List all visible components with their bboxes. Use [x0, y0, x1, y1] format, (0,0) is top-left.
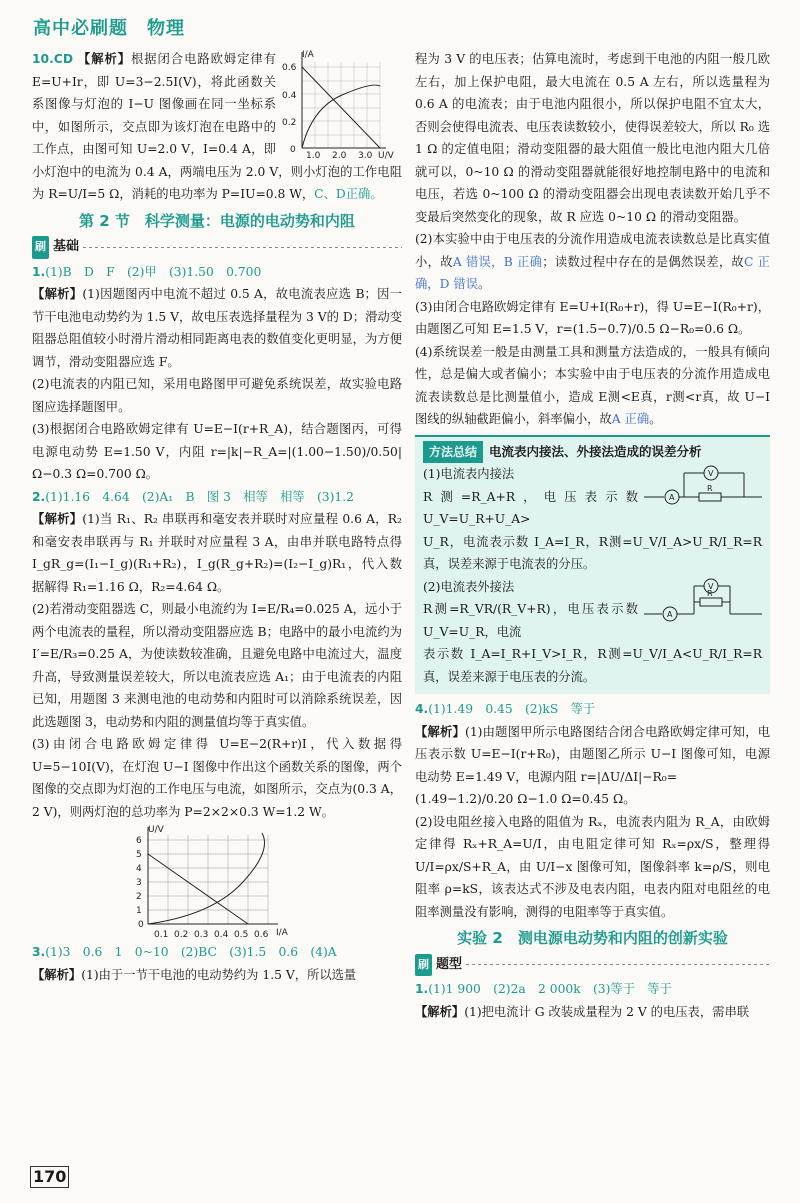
- book-title: 高中必刷题: [33, 18, 128, 39]
- svg-text:0.5: 0.5: [234, 930, 249, 940]
- graph1-ytick: 0: [290, 145, 296, 155]
- q1-part2: (2)电流表的内阻已知，采用电路图甲可避免系统误差，故实验电路图应选择题图甲。: [32, 377, 402, 414]
- q10-number: 10.: [32, 52, 54, 66]
- svg-text:3: 3: [136, 878, 142, 888]
- subsection-title: 基础: [53, 239, 80, 254]
- svg-text:0.3: 0.3: [194, 930, 209, 940]
- page-header: [33, 14, 185, 40]
- page-number: 170: [30, 1166, 69, 1188]
- q10-text: 即为该灯泡在电路中的工作点，由: [32, 119, 276, 156]
- graph2-xlabel: I/A: [276, 928, 288, 938]
- q1-part3: (3)根据闭合电路欧姆定律有 U=E−I(r+R_A)，结合题图丙，可得电源电动势 E=1.50 V，内阻 r=|k|−R_A=|(1.00−1.50)/0.50| Ω−0.3 Ω=0.700 Ω。: [32, 422, 402, 481]
- q3-part3: (3)由闭合电路欧姆定律有 E=U+I(R₀+r)，得 U=E−I(R₀+r)，由题图乙可知 E=1.5 V，r=(1.5−0.7)/0.5 Ω−R₀=0.6 Ω。: [415, 299, 770, 336]
- q2-answer-line: [32, 486, 402, 509]
- analysis-tag: 【解析】: [77, 52, 131, 66]
- q2-part2: (2)若滑动变阻器选 C，则最小电流约为 I=E/R₄=0.025 A，远小于两个电流表的量程，所以滑动变阻器应选 B；电路中的最小电流约为 I′=E/R₃=0.25 A，为使读数较准确，且避免电路中电流过大，温度升高，导致测量误差较大，所以电流表应选 A₁；由于电流表的内阻已知，用题图 3 来测电池的电动势和内阻时可以消除系统误差，因此选题图 3，电动势和内阻的测量值均等于真实值。: [32, 602, 402, 729]
- graph2-ylabel: U/V: [148, 825, 164, 835]
- q3-number: 3.: [32, 945, 46, 959]
- svg-text:2: 2: [136, 892, 142, 902]
- svg-text:0.4: 0.4: [214, 930, 229, 940]
- svg-text:V: V: [708, 469, 714, 478]
- graph1-ytick: 0.6: [282, 63, 297, 73]
- method-summary-box: 方法总结 电流表内接法、外接法造成的误差分析 (1)电流表内接法 R测=R_A+R，电压表示数 U_V=U_R+U_A> A V R U_R，电流表示数 I_A=I_R，R测=U_V/I_A>U_R/I_R=R真，误差来源于电流表的分压。 (2)电流表外接法 R测=R_VR/(R_V+R)，电压表示数 U_V=U_R，电流 A V R 表示数 I_A=I_R+I_V>I_R，R测=U_V/I_A<U_R/I_R=R真，误差来源于电压表的分流。: [415, 435, 770, 695]
- graph1-ylabel: I/A: [302, 50, 314, 60]
- svg-text:1: 1: [136, 906, 142, 916]
- svg-text:4: 4: [136, 864, 142, 874]
- section-title: 第 2 节 科学测量：电源的电动势和内阻: [79, 211, 355, 230]
- q2-number: 2.: [32, 489, 46, 504]
- subsection-title: 题型: [436, 956, 463, 972]
- q10-correct-options: C、D: [314, 187, 346, 201]
- q10-text: 根据闭合电路欧姆定: [131, 52, 251, 66]
- q2-part3: (3)由闭合电路欧姆定律得 U=E−2(R+r)I，代入数据得 U=5−10I(V)，在灯泡 U−I 图像中作出这个函数关系的图像，两个图像的交点即为灯泡的工作电压与电流，如图所示，交点为(0.3 A，2 V)，则两灯泡的总功率为 P=2×2×0.3 W=1.2 W。: [32, 737, 402, 819]
- graph-u-i: [132, 823, 302, 941]
- method-summary-badge: 方法总结: [423, 441, 483, 464]
- q3-correct-cd: C 正确，D 错误: [415, 254, 770, 291]
- subject-label: 物理: [147, 18, 185, 39]
- internal-method-title: (1)电流表内接法: [423, 467, 515, 481]
- svg-text:0.1: 0.1: [154, 930, 169, 940]
- dashed-divider: [83, 247, 402, 248]
- svg-text:R: R: [707, 588, 713, 598]
- q10-answer: CD: [53, 52, 74, 66]
- svg-text:5: 5: [136, 850, 142, 860]
- e1-answer-line: [415, 978, 770, 1001]
- analysis-tag: 【解析】: [415, 724, 466, 739]
- experiment-title: 实验 2 测电源电动势和内阻的创新实验: [457, 929, 728, 947]
- q2-analysis: 【解析】(1)当 R₁、R₂ 串联再和毫安表并联时对应量程 0.6 A，R₂ 和毫安表串联再与 R₁ 并联时对应量程 3 A，由串并联电路特点得 I_gR_g=(I₁−I_g)(R₁+R₂)，I_g(R_g+R₂)=(I₂−I_g)R₁，代入数据解得 R₁=1.16 Ω，R₂=4.64 Ω。: [32, 512, 402, 594]
- analysis-tag: 【解析】: [32, 287, 83, 301]
- q3-part4: (4)系统误差一般是由测量工具和测量方法造成的，一般具有倾向性，总是偏大或者偏小；本实验中由于电压表的分流作用造成电流表读数总是比测量值小，造成 E测<E真，r测<r真，故 U−I 图线的纵轴截距偏小，斜率偏小，故A 正确。: [415, 344, 770, 426]
- svg-text:0.6: 0.6: [254, 930, 269, 940]
- q1-answer: (1)B D F (2)甲 (3)1.50 0.700: [45, 264, 262, 279]
- svg-text:R: R: [707, 484, 713, 493]
- q10-block: [32, 48, 402, 206]
- graph1-ytick: 0.2: [282, 118, 297, 128]
- q4-answer-line: [415, 698, 770, 721]
- e1-answer: (1)1 900 (2)2a 2 000k (3)等于 等于: [428, 982, 672, 996]
- graph-i-u: [282, 48, 402, 160]
- analysis-tag: 【解析】: [415, 1004, 465, 1019]
- q4-number: 4.: [415, 702, 429, 716]
- left-column: [32, 48, 402, 986]
- shua-badge: 刷: [32, 236, 49, 259]
- q2-answer: (1)1.16 4.64 (2)A₁ B 图 3 相等 相等 (3)1.2: [45, 489, 354, 504]
- q10-text: 律有 E=U+Ir，即 U=3−2.5I(V)，将: [32, 52, 276, 89]
- q10-text: 阻为 R=U/I=5 Ω，消耗的电功率为 P=IU=0.8 W，: [32, 164, 402, 201]
- q3-answer: (1)3 0.6 1 0~10 (2)BC (3)1.5 0.6 (4)A: [45, 945, 337, 959]
- q10-text: 图可知 U=2.0 V，I=0.4 A，即小灯: [32, 142, 276, 179]
- e1-analysis: 【解析】(1)把电流计 G 改装成量程为 2 V 的电压表，需串联: [415, 1004, 750, 1019]
- q4-part2: (2)设电阻丝接入电路的阻值为 Rₓ，电流表内阻为 R_A，由欧姆定律得 Rₓ+R_A=U/I，由电阻定律可知 Rₓ=ρx/S，整理得 U/I=ρx/S+R_A，由 U/I−x 图像可知，图像斜率 k=ρ/S，则电阻率 ρ=kS，该表达式不涉及电表内阻，电表内阻对电阻丝的电阻率测量没有影响，测得的电阻率等于真实值。: [415, 814, 770, 919]
- internal-circuit-diagram: [644, 463, 762, 507]
- q10-correct-word: 正确。: [345, 187, 383, 201]
- external-method-title: (2)电流表外接法: [423, 579, 515, 594]
- dashed-divider: [466, 964, 770, 965]
- q3-part2: (2)本实验中由于电压表的分流作用造成电流表读数总是比真实值小，故A 错误，B 正确；读数过程中存在的是偶然误差，故C 正确，D 错误。: [415, 232, 770, 291]
- right-column: 程为 3 V 的电压表；估算电流时，考虑到干电池的内阻一般几欧左右，加上保护电阻，最大电流在 0.5 A 左右，所以选量程为 0.6 A 的电流表；由于电池内阻很小，所以保护电阻不宜太大，否则会使得电流表、电压表读数较小，使得误差较大，所以 R₀ 选 1 Ω 的定值电阻；滑动变阻器的最大阻值一般比电池内阻大几倍就可以，0~10 Ω 的滑动变阻器就能很好地控制电路中的电流和电压，若选 0~100 Ω 的滑动变阻器会出现电表读数开始几乎不变最后突然变化的现象，故 R 应选 0~10 Ω 的滑动变阻器。 (2)本实验中由于电压表的分流作用造成电流表读数总是比真实值小，故A 错误，B 正确；读数过程中存在的是偶然误差，故C 正确，D 错误。 (3)由闭合电路欧姆定律有 E=U+I(R₀+r)，得 U=E−I(R₀+r)，由题图乙可知 E=1.5 V，r=(1.5−0.7)/0.5 Ω−R₀=0.6 Ω。 (4)系统误差一般是由测量工具和测量方法造成的，一般具有倾向性，总是偏大或者偏小；本实验中由于电压表的分流作用造成电流表读数总是比测量值小，造成 E测<E真，r测<r真，故 U−I 图线的纵轴截距偏小，斜率偏小，故A 正确。 方法总结 电流表内接法、外接法造成的误差分析 (1)电流表内接法 R测=R_A+R，电压表示数 U_V=U_R+U_A> A V R U_R，电流表示数 I_A=I_R，R测=U_V/I_A>U_R/I_R=R真，误差来源于电流表的分压。 (2)电流表外接法 R测=R_VR/(R_V+R)，电压表示数 U_V=U_R，电流 A V R 表示数 I_A=I_R+I_V>I_R，R测=U_V/I_A<U_R/I_R=R真，误差来源于电压表的分流。 4.(1)1.49 0.45 (2)kS 等于 【解析】(1)由题图甲所示电路图结合闭合电路欧姆定律可知，电压表示数 U=E−I(r+R₀)，由题图乙所示 U−I 图像可知，电源电动势 E=1.49 V，电源内阻 r=|ΔU/ΔI|−R₀= (1.49−1.2)/0.20 Ω−1.0 Ω=0.45 Ω。 (2)设电阻丝接入电路的阻值为 Rₓ，电流表内阻为 R_A，由欧姆定律得 Rₓ+R_A=U/I，由电阻定律可知 Rₓ=ρx/S，整理得 U/I=ρx/S+R_A，由 U/I−x 图像可知，图像斜率 k=ρ/S，则电阻率 ρ=kS，该表达式不涉及电表内阻，电表内阻对电阻丝的电阻率测量没有影响，测得的电阻率等于真实值。 实验 2 测电源电动势和内阻的创新实验 刷 题型 1.(1)1 900 (2)2a 2 000k (3)等于 等于 【解析】(1)把电流计 G 改装成量程为 2 V 的电压表，需串联: [415, 48, 770, 1023]
- analysis-tag: 【解析】: [32, 512, 83, 526]
- svg-text:0: 0: [138, 920, 144, 930]
- q3-correct-ab: A 错误，B 正确: [452, 254, 543, 269]
- q3-part1-continued: 程为 3 V 的电压表；估算电流时，考虑到干电池的内阻一般几欧左右，加上保护电阻，最大电流在 0.5 A 左右，所以选量程为 0.6 A 的电流表；由于电池内阻很小，所以保护电阻不宜太大，否则会使得电流表、电压表读数较小，使得误差较大，所以 R₀ 选 1 Ω 的定值电阻；滑动变阻器的最大阻值一般比电池内阻大几倍就可以，0~10 Ω 的滑动变阻器就能很好地控制电路中的电流和电压，若选 0~100 Ω 的滑动变阻器会出现电表读数开始几乎不变最后突然变化的现象，故 R 应选 0~10 Ω 的滑动变阻器。: [415, 52, 770, 224]
- external-circuit-diagram: [644, 576, 762, 624]
- q1-answer-line: [32, 261, 402, 284]
- graph1-xlabel: U/V: [378, 151, 394, 160]
- q3-analysis: 【解析】(1)由于一节干电池的电动势约为 1.5 V，所以选量: [32, 967, 357, 982]
- svg-text:V: V: [708, 581, 714, 591]
- subsection-types: [415, 954, 770, 977]
- graph1-xtick: 1.0: [306, 151, 321, 160]
- subsection-basic: [32, 236, 402, 259]
- graph1-xtick: 2.0: [332, 151, 347, 160]
- q10-text: 泡中的电流为 0.4 A，两端电压为 2.0 V，则小灯泡的工作电: [56, 164, 390, 179]
- shua-badge: 刷: [415, 954, 432, 977]
- graph1-xtick: 3.0: [358, 151, 373, 160]
- e1-number: 1.: [415, 982, 429, 996]
- q10-text: 此函数关系图像与灯泡的 I−U 图像: [32, 74, 276, 111]
- q1-analysis: 【解析】(1)因题图丙中电流不超过 0.5 A，故电流表应选 B；因一节干电池电动势约为 1.5 V，故电压表选择量程为 3 V的 D；滑动变阻器总阻值较小时滑片滑动相同距离电表的数值变化更明显，为方便调节，滑动变阻器应选 F。: [32, 287, 402, 369]
- svg-text:A: A: [669, 493, 675, 502]
- graph1-ytick: 0.4: [282, 91, 297, 101]
- svg-text:6: 6: [136, 836, 142, 846]
- method-summary-heading: 电流表内接法、外接法造成的误差分析: [489, 443, 702, 459]
- q4-answer: (1)1.49 0.45 (2)kS 等于: [428, 702, 596, 716]
- q3-answer-line: [32, 941, 402, 964]
- q3-correct-a: A 正确: [611, 412, 650, 426]
- analysis-tag: 【解析】: [32, 967, 82, 982]
- q1-number: 1.: [32, 264, 46, 279]
- q10-text: 画在同一坐标系中，如图所示，交点: [32, 97, 276, 134]
- q4-analysis: 【解析】(1)由题图甲所示电路图结合闭合电路欧姆定律可知，电压表示数 U=E−I(r+R₀)，由题图乙所示 U−I 图像可知，电源电动势 E=1.49 V，电源内阻 r=|ΔU/ΔI|−R₀=: [415, 724, 770, 784]
- svg-text:0.2: 0.2: [174, 930, 189, 940]
- svg-text:A: A: [667, 609, 673, 619]
